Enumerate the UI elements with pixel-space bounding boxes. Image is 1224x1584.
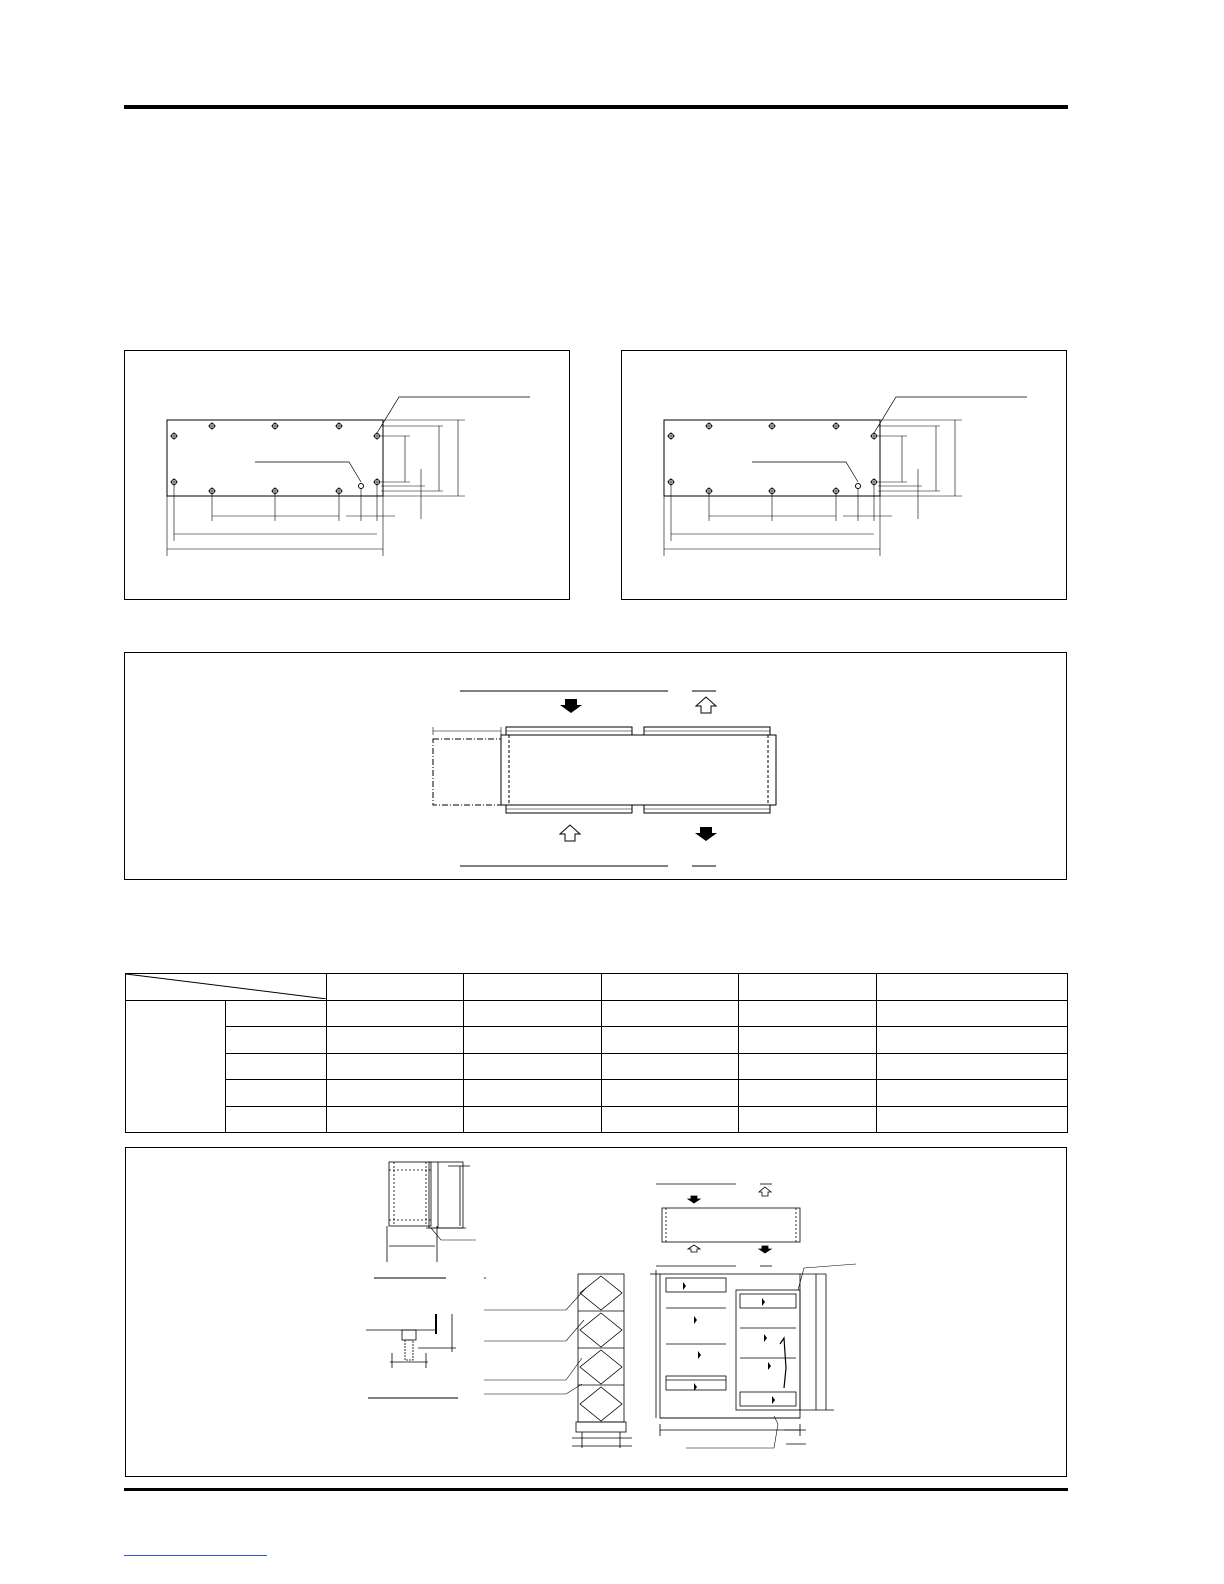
table-cell [464, 1106, 602, 1133]
side-section [374, 1162, 476, 1278]
coil-stack [484, 1274, 632, 1448]
corner-diagonal [126, 974, 327, 999]
column-header [602, 974, 739, 1001]
anchor-detail [366, 1314, 458, 1398]
return-arrow-top [696, 697, 716, 713]
table-cell [739, 1106, 877, 1133]
supply-arrow-top [560, 699, 582, 713]
row-label [226, 1000, 327, 1027]
return-arrow-bottom [560, 825, 580, 841]
table-cell [602, 1053, 739, 1080]
table-cell [739, 1053, 877, 1080]
table-header-row [126, 974, 1068, 1001]
column-header [464, 974, 602, 1001]
table-cell [602, 1000, 739, 1027]
anchor-layout-right-drawing [622, 351, 1068, 601]
table-row [126, 1027, 1068, 1054]
footer-link[interactable] [124, 1555, 267, 1556]
table-cell [327, 1027, 464, 1054]
table-cell [327, 1080, 464, 1107]
header-rule [124, 105, 1068, 109]
footer-rule [124, 1488, 1068, 1491]
row-label [226, 1080, 327, 1107]
table-cell [877, 1000, 1068, 1027]
table-row [126, 1000, 1068, 1027]
table-cell [877, 1080, 1068, 1107]
column-header [327, 974, 464, 1001]
table-cell [739, 1027, 877, 1054]
table-cell [602, 1080, 739, 1107]
coil-detail-drawing [126, 1148, 1068, 1478]
table-corner-cell [126, 974, 327, 1001]
table-cell [327, 1000, 464, 1027]
air-flow-plan-drawing [125, 653, 1068, 881]
table-cell [464, 1053, 602, 1080]
table-cell [739, 1000, 877, 1027]
row-group-label [126, 1000, 226, 1133]
table-cell [327, 1053, 464, 1080]
coil-detail-figure [125, 1147, 1067, 1477]
bolt-holes [172, 424, 380, 494]
table-cell [877, 1027, 1068, 1054]
spec-table [125, 973, 1068, 1133]
table-cell [464, 1080, 602, 1107]
table-row [126, 1080, 1068, 1107]
table-cell [602, 1027, 739, 1054]
table-cell [464, 1027, 602, 1054]
supply-arrow-bottom [695, 827, 717, 841]
table-cell [739, 1080, 877, 1107]
row-label [226, 1053, 327, 1080]
table-cell [327, 1106, 464, 1133]
table-cell [464, 1000, 602, 1027]
anchor-layout-left-figure [124, 350, 570, 600]
table-row [126, 1106, 1068, 1133]
table-cell [602, 1106, 739, 1133]
anchor-layout-right-figure [621, 350, 1067, 600]
front-elevation [650, 1264, 856, 1448]
mini-air-flow-plan [656, 1184, 800, 1266]
column-header [739, 974, 877, 1001]
row-label [226, 1106, 327, 1133]
air-flow-plan-figure [124, 652, 1067, 880]
anchor-layout-left-drawing [125, 351, 571, 601]
table-cell [877, 1053, 1068, 1080]
column-header [877, 974, 1068, 1001]
table-row [126, 1053, 1068, 1080]
table-cell [877, 1106, 1068, 1133]
bolt-holes [669, 424, 877, 494]
row-label [226, 1027, 327, 1054]
